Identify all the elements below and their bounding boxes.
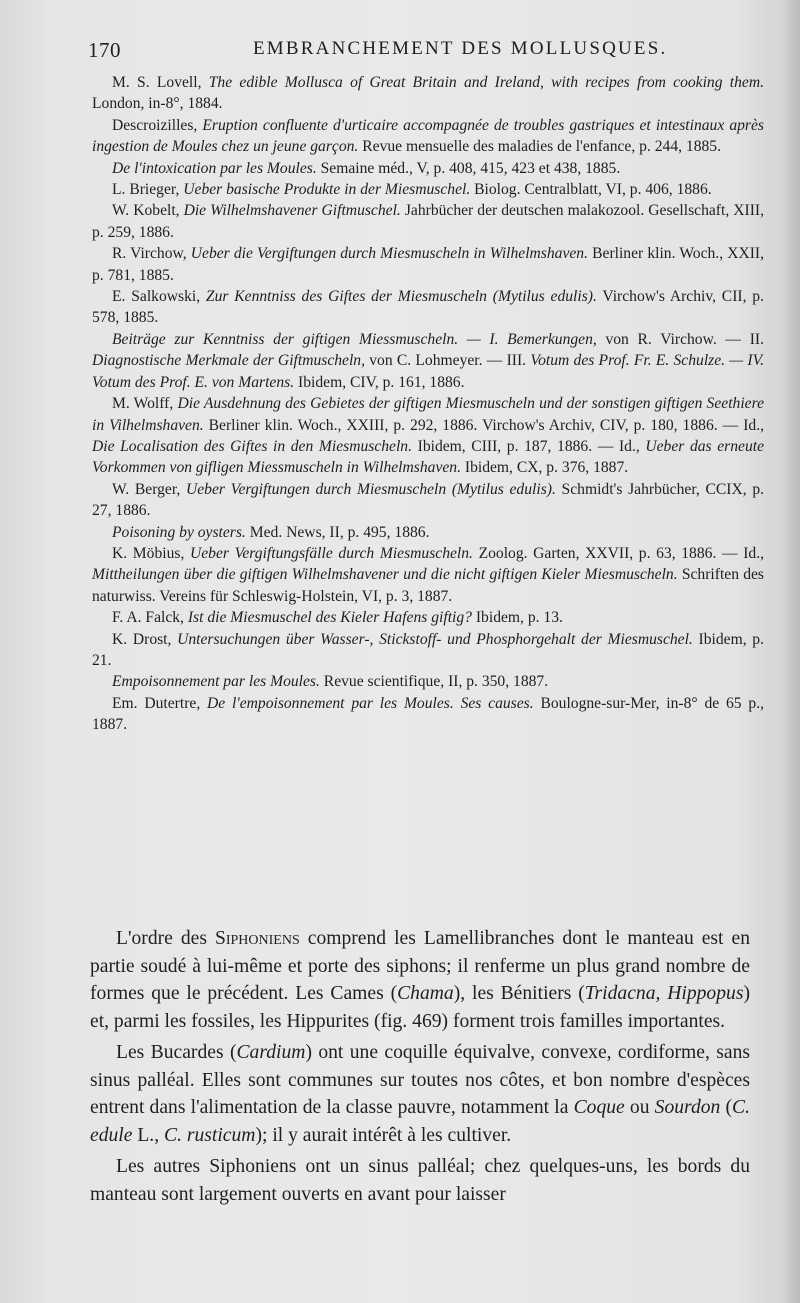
bibliography-entry (92, 329, 764, 393)
text-run: ) ont une coquille équivalve, convexe, cordiforme, sans sinus palléal. Elles sont communes sur toutes nos côtes, et bon nombre d'espèces entrent dans l'alimentation de la classe pauvre, notamment la (90, 1042, 750, 1118)
text-run: Berliner klin. Woch., XXIII, p. 292, 1886. Virchow's Archiv, CIV, p. 180, 1886. — Id., (203, 416, 764, 434)
text-run: ou (624, 1097, 655, 1118)
text-run: Virchow's Archiv, CII, p. 578, 1885. (92, 288, 764, 327)
page-gutter-shadow (782, 0, 800, 1303)
italic-text-run: Ueber das erneute Vorkommen von gifligen Miessmuscheln in Wilhelmshaven. (92, 437, 764, 477)
italic-text-run: The edible Mollusca of Great Britain and Ireland, with recipes from cooking them. (208, 74, 764, 91)
body-paragraph (90, 1039, 750, 1149)
body-text (90, 925, 750, 1208)
bibliography-entry (92, 693, 764, 736)
text-run: Boulogne-sur-Mer, in-8° de 65 p., 1887. (92, 694, 765, 734)
text-run: Ibidem, CIV, p. 161, 1886. (294, 373, 465, 391)
italic-text-run: Die Localisation des Giftes in den Miesmuscheln. (92, 437, 412, 455)
bibliography-entry (92, 629, 764, 672)
italic-text-run: C. edule (90, 1097, 750, 1146)
italic-text-run: Cardium (236, 1042, 306, 1063)
bibliography-entry (92, 543, 764, 607)
text-run: K. Möbius, (112, 544, 190, 562)
text-run: Med. News, II, p. 495, 1886. (245, 523, 430, 541)
text-run: Revue mensuelle des maladies de l'enfance, p. 244, 1885. (358, 138, 721, 156)
running-head: EMBRANCHEMENT DES MOLLUSQUES. (253, 38, 668, 59)
text-run: Berliner klin. Woch., XXII, p. 781, 1885. (92, 245, 765, 284)
text-run: E. Salkowski, (112, 288, 206, 306)
text-run: Ibidem, p. 13. (471, 609, 563, 627)
italic-text-run: Eruption confluente d'urticaire accompagnée de troubles gastriques et intestinaux après ingestion de Moules chez un jeune garçon. (92, 116, 764, 156)
italic-text-run: Sourdon (654, 1097, 721, 1118)
text-run: Schriften des naturwiss. Vereins für Schleswig-Holstein, VI, p. 3, 1887. (92, 566, 764, 605)
text-run: London, in-8°, 1884. (92, 95, 223, 113)
text-run: Zoolog. Garten, XXVII, p. 63, 1886. — Id., (472, 544, 764, 562)
bibliography-entry (92, 179, 764, 200)
text-run: F. A. Falck, (112, 609, 188, 627)
italic-text-run: Ueber Vergiftungen durch Miesmuscheln (Mytilus edulis). (186, 480, 556, 498)
text-run: ), les Bénitiers ( (453, 983, 585, 1004)
bibliography-entry (92, 607, 764, 628)
text-run: ( (720, 1097, 733, 1118)
italic-text-run: Die Ausdehnung des Gebietes der giftigen Miesmuscheln und der sonstigen giftigen Seethiere in Vilhelmshaven. (92, 395, 764, 434)
italic-text-run: C. rusticum (164, 1124, 256, 1146)
text-run: K. Drost, (112, 630, 178, 648)
bibliography-entry (92, 243, 764, 286)
bibliography-entry (92, 72, 764, 115)
text-run: Ibidem, p. 21. (92, 630, 764, 669)
text-run: Ibidem, CIII, p. 187, 1886. — Id., (412, 437, 646, 455)
small-caps-text-run: Siphoniens (214, 928, 300, 949)
bibliography-entry (92, 393, 764, 479)
italic-text-run: Votum des Prof. Fr. E. Schulze. — IV. Votum des Prof. E. von Martens. (92, 352, 764, 391)
italic-text-run: Mittheilungen über die giftigen Wilhelmshavener und die nicht giftigen Kieler Miesmuscheln. (92, 566, 678, 584)
text-run: L'ordre des (116, 928, 215, 949)
body-paragraph (90, 1153, 750, 1208)
text-run: Jahrbücher der deutschen malakozool. Gesellschaft, XIII, p. 259, 1886. (92, 202, 764, 241)
text-run: W. Berger, (112, 480, 186, 498)
text-run: comprend les Lamellibranches dont le manteau est en partie soudé à lui-même et porte des siphons; il renferme un plus grand nombre de formes que le précédent. Les Cames ( (90, 928, 750, 1004)
italic-text-run: Ueber die Vergiftungen durch Miesmuscheln in Wilhelmshaven. (190, 245, 589, 263)
text-run: Em. Dutertre, (112, 694, 208, 712)
italic-text-run: De l'intoxication par les Moules. (112, 159, 317, 177)
text-run: W. Kobelt, (112, 202, 184, 220)
bibliography-list (92, 72, 764, 736)
bibliography-entry (92, 200, 764, 243)
bibliography-entry (92, 115, 764, 158)
text-run: Ibidem, CX, p. 376, 1887. (460, 459, 629, 477)
bibliography-entry (92, 671, 764, 692)
page-number: 170 (88, 38, 121, 62)
italic-text-run: Untersuchungen über Wasser-, Stickstoff- und Phosphorgehalt der Miesmuschel. (177, 630, 693, 648)
text-run: ) et, parmi les fossiles, les Hippurites (fig. 469) forment trois familles importantes. (90, 983, 750, 1032)
body-paragraph (90, 925, 750, 1035)
text-run: Descroizilles, (112, 116, 203, 134)
italic-text-run: Empoisonnement par les Moules. (112, 673, 320, 691)
text-run: Schmidt's Jahrbücher, CCIX, p. 27, 1886. (92, 480, 765, 520)
italic-text-run: Ueber Vergiftungsfälle durch Miesmuscheln. (189, 544, 473, 562)
page-header (88, 38, 778, 66)
italic-text-run: Beiträge zur Kenntniss der giftigen Miessmuscheln. — I. Bemerkungen, (112, 330, 597, 348)
italic-text-run: Die Wilhelmshavener Giftmuschel. (183, 202, 401, 220)
italic-text-run: Zur Kenntniss des Giftes der Miesmuscheln (Mytilus edulis). (205, 288, 597, 306)
text-run: ); il y aurait intérêt à les cultiver. (255, 1124, 512, 1146)
italic-text-run: Ist die Miesmuschel des Kieler Hafens giftig? (187, 609, 472, 627)
text-run: Biolog. Centralblatt, VI, p. 406, 1886. (470, 181, 712, 199)
bibliography-entry (92, 286, 764, 329)
italic-text-run: Ueber basische Produkte in der Miesmuschel. (183, 181, 471, 199)
italic-text-run: Chama (397, 983, 454, 1004)
text-run: L., (132, 1124, 164, 1146)
italic-text-run: Poisoning by oysters. (112, 523, 246, 541)
text-run: M. Wolff, (112, 395, 178, 413)
text-run: R. Virchow, (112, 245, 191, 263)
bibliography-entry (92, 158, 764, 179)
text-run: Revue scientifique, II, p. 350, 1887. (319, 673, 549, 691)
text-run: M. S. Lovell, (112, 74, 209, 91)
bibliography-entry (92, 522, 764, 543)
italic-text-run: De l'empoisonnement par les Moules. Ses causes. (207, 694, 534, 712)
text-run: von C. Lohmeyer. — III. (365, 352, 531, 370)
italic-text-run: Tridacna, Hippopus (584, 983, 744, 1004)
text-run: Les autres Siphoniens ont un sinus palléal; chez quelques-uns, les bords du manteau sont largement ouverts en avant pour laisser (90, 1156, 750, 1205)
text-run: von R. Virchow. — II. (596, 330, 764, 348)
italic-text-run: Diagnostische Merkmale der Giftmuscheln, (92, 352, 365, 370)
text-run: Les Bucardes ( (116, 1042, 237, 1063)
text-run: Semaine méd., V, p. 408, 415, 423 et 438, 1885. (316, 159, 621, 177)
bibliography-entry (92, 479, 764, 522)
italic-text-run: Coque (573, 1097, 625, 1118)
text-run: L. Brieger, (112, 181, 184, 199)
